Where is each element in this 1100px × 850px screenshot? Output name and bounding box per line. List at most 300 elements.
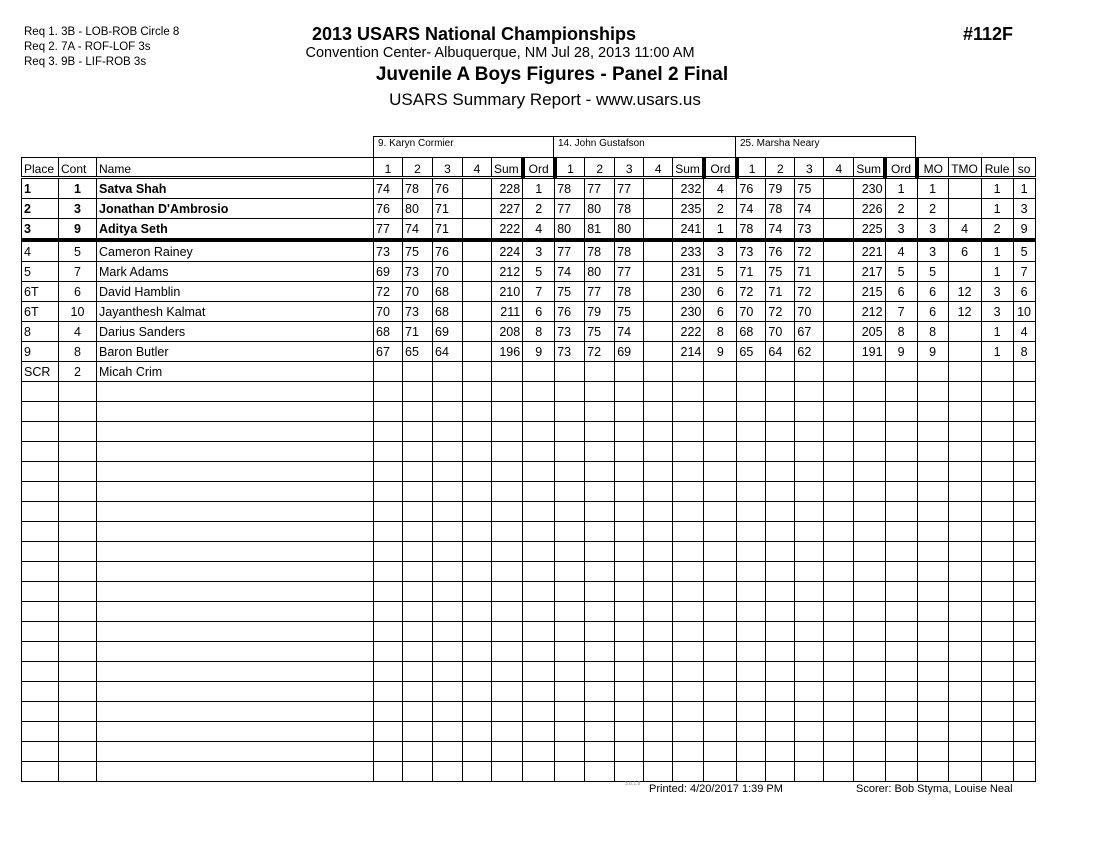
empty-cell bbox=[585, 522, 615, 542]
empty-cell bbox=[97, 462, 374, 482]
empty-row bbox=[22, 382, 1036, 402]
j2-figure-2: 77 bbox=[585, 282, 615, 302]
j1-figure-1: 76 bbox=[374, 199, 403, 219]
j1-figure-3: 71 bbox=[433, 219, 463, 241]
j3-sum: 205 bbox=[854, 322, 885, 342]
empty-cell bbox=[585, 582, 615, 602]
empty-cell bbox=[673, 662, 704, 682]
j2-figure-2 bbox=[585, 362, 615, 382]
empty-cell bbox=[403, 662, 433, 682]
empty-cell bbox=[59, 622, 97, 642]
empty-cell bbox=[492, 562, 523, 582]
rule-cell: 3 bbox=[981, 302, 1013, 322]
empty-cell bbox=[981, 722, 1013, 742]
cont-cell: 9 bbox=[59, 219, 97, 241]
tmo-cell bbox=[948, 199, 981, 219]
empty-cell bbox=[824, 602, 854, 622]
so-cell: 10 bbox=[1013, 302, 1035, 322]
empty-cell bbox=[585, 722, 615, 742]
empty-cell bbox=[704, 562, 737, 582]
empty-cell bbox=[555, 662, 585, 682]
empty-cell bbox=[854, 602, 885, 622]
empty-cell bbox=[523, 722, 555, 742]
empty-cell bbox=[1013, 682, 1035, 702]
j2-figure-2: 78 bbox=[585, 240, 615, 262]
j3-figure-2: 70 bbox=[766, 322, 795, 342]
empty-cell bbox=[948, 742, 981, 762]
empty-cell bbox=[97, 702, 374, 722]
empty-cell bbox=[585, 762, 615, 782]
empty-cell bbox=[795, 682, 824, 702]
empty-cell bbox=[1013, 582, 1035, 602]
empty-cell bbox=[885, 622, 917, 642]
empty-cell bbox=[374, 462, 403, 482]
empty-cell bbox=[22, 522, 59, 542]
j1-figure-3: 76 bbox=[433, 178, 463, 199]
empty-cell bbox=[766, 722, 795, 742]
empty-cell bbox=[824, 422, 854, 442]
j3-figure-4 bbox=[824, 219, 854, 241]
j2-figure-3: 78 bbox=[615, 282, 644, 302]
empty-cell bbox=[673, 482, 704, 502]
empty-cell bbox=[374, 722, 403, 742]
empty-cell bbox=[463, 722, 492, 742]
j1-sum bbox=[492, 362, 523, 382]
empty-cell bbox=[644, 502, 673, 522]
j1-ordinal: 5 bbox=[523, 262, 555, 282]
empty-cell bbox=[737, 742, 766, 762]
empty-cell bbox=[673, 402, 704, 422]
empty-cell bbox=[523, 402, 555, 422]
empty-cell bbox=[917, 502, 948, 522]
j2-figure-4 bbox=[644, 219, 673, 241]
j1-figure-1: 77 bbox=[374, 219, 403, 241]
empty-cell bbox=[59, 442, 97, 462]
j1-figure-3: 64 bbox=[433, 342, 463, 362]
judge-2-header: 14. John Gustafson bbox=[553, 136, 736, 157]
empty-cell bbox=[737, 402, 766, 422]
empty-row bbox=[22, 722, 1036, 742]
empty-cell bbox=[22, 682, 59, 702]
empty-cell bbox=[824, 622, 854, 642]
empty-cell bbox=[615, 542, 644, 562]
empty-cell bbox=[673, 702, 704, 722]
j3-figure-2: 76 bbox=[766, 240, 795, 262]
empty-cell bbox=[885, 762, 917, 782]
empty-cell bbox=[824, 702, 854, 722]
j1-figure-1: 69 bbox=[374, 262, 403, 282]
empty-cell bbox=[948, 682, 981, 702]
skater-name: Cameron Rainey bbox=[97, 240, 374, 262]
empty-cell bbox=[673, 582, 704, 602]
empty-cell bbox=[644, 602, 673, 622]
empty-cell bbox=[1013, 662, 1035, 682]
mo-cell: 6 bbox=[917, 302, 948, 322]
empty-cell bbox=[615, 422, 644, 442]
j1-figure-3: 70 bbox=[433, 262, 463, 282]
empty-cell bbox=[1013, 562, 1035, 582]
j2-figure-4 bbox=[644, 362, 673, 382]
empty-cell bbox=[555, 562, 585, 582]
place-cell: 2 bbox=[22, 199, 59, 219]
empty-cell bbox=[673, 442, 704, 462]
empty-cell bbox=[854, 662, 885, 682]
col-j1-f1: 1 bbox=[374, 158, 403, 178]
j2-ordinal: 6 bbox=[704, 302, 737, 322]
empty-cell bbox=[615, 742, 644, 762]
empty-cell bbox=[492, 442, 523, 462]
empty-cell bbox=[854, 482, 885, 502]
j1-sum: 228 bbox=[492, 178, 523, 199]
j1-figure-1 bbox=[374, 362, 403, 382]
empty-cell bbox=[463, 622, 492, 642]
j3-figure-3: 71 bbox=[795, 262, 824, 282]
empty-cell bbox=[615, 462, 644, 482]
j3-sum bbox=[854, 362, 885, 382]
empty-cell bbox=[403, 422, 433, 442]
empty-cell bbox=[523, 562, 555, 582]
empty-cell bbox=[885, 662, 917, 682]
j2-ordinal: 1 bbox=[704, 219, 737, 241]
j3-figure-4 bbox=[824, 302, 854, 322]
empty-cell bbox=[824, 402, 854, 422]
empty-cell bbox=[585, 462, 615, 482]
j3-sum: 225 bbox=[854, 219, 885, 241]
empty-cell bbox=[492, 662, 523, 682]
empty-cell bbox=[981, 522, 1013, 542]
empty-cell bbox=[555, 542, 585, 562]
skater-name: Baron Butler bbox=[97, 342, 374, 362]
empty-cell bbox=[463, 502, 492, 522]
empty-cell bbox=[737, 522, 766, 542]
j3-sum: 212 bbox=[854, 302, 885, 322]
empty-cell bbox=[854, 562, 885, 582]
j1-figure-4 bbox=[463, 322, 492, 342]
empty-cell bbox=[948, 382, 981, 402]
empty-cell bbox=[917, 662, 948, 682]
empty-cell bbox=[492, 682, 523, 702]
empty-row bbox=[22, 522, 1036, 542]
col-j1-f2: 2 bbox=[403, 158, 433, 178]
j3-figure-4 bbox=[824, 322, 854, 342]
empty-cell bbox=[673, 382, 704, 402]
empty-cell bbox=[737, 622, 766, 642]
empty-cell bbox=[795, 562, 824, 582]
empty-cell bbox=[59, 542, 97, 562]
empty-cell bbox=[948, 482, 981, 502]
empty-cell bbox=[403, 542, 433, 562]
so-cell bbox=[1013, 362, 1035, 382]
empty-cell bbox=[1013, 422, 1035, 442]
j3-ordinal: 9 bbox=[885, 342, 917, 362]
empty-cell bbox=[22, 602, 59, 622]
empty-cell bbox=[854, 642, 885, 662]
empty-cell bbox=[555, 742, 585, 762]
j2-sum: 235 bbox=[673, 199, 704, 219]
empty-cell bbox=[737, 602, 766, 622]
empty-cell bbox=[917, 742, 948, 762]
j2-figure-1: 73 bbox=[555, 342, 585, 362]
empty-cell bbox=[766, 502, 795, 522]
empty-cell bbox=[948, 622, 981, 642]
empty-cell bbox=[737, 442, 766, 462]
j3-figure-1: 73 bbox=[737, 240, 766, 262]
empty-cell bbox=[492, 382, 523, 402]
empty-cell bbox=[885, 442, 917, 462]
empty-cell bbox=[824, 762, 854, 782]
empty-cell bbox=[523, 642, 555, 662]
mo-cell: 2 bbox=[917, 199, 948, 219]
empty-cell bbox=[854, 502, 885, 522]
empty-cell bbox=[917, 562, 948, 582]
empty-cell bbox=[917, 622, 948, 642]
empty-cell bbox=[766, 522, 795, 542]
empty-cell bbox=[766, 562, 795, 582]
empty-cell bbox=[59, 742, 97, 762]
j2-figure-3: 80 bbox=[615, 219, 644, 241]
mo-cell bbox=[917, 362, 948, 382]
empty-cell bbox=[523, 502, 555, 522]
skater-name: Jonathan D'Ambrosio bbox=[97, 199, 374, 219]
mo-cell: 3 bbox=[917, 240, 948, 262]
empty-cell bbox=[1013, 442, 1035, 462]
rule-cell: 1 bbox=[981, 240, 1013, 262]
table-row bbox=[22, 322, 1036, 342]
empty-cell bbox=[615, 522, 644, 542]
empty-row bbox=[22, 682, 1036, 702]
j2-figure-3: 78 bbox=[615, 240, 644, 262]
place-cell: 8 bbox=[22, 322, 59, 342]
empty-cell bbox=[433, 742, 463, 762]
empty-cell bbox=[59, 462, 97, 482]
empty-cell bbox=[766, 582, 795, 602]
j3-figure-3: 75 bbox=[795, 178, 824, 199]
empty-cell bbox=[433, 582, 463, 602]
empty-cell bbox=[492, 402, 523, 422]
j2-figure-1: 73 bbox=[555, 322, 585, 342]
j3-figure-1: 76 bbox=[737, 178, 766, 199]
empty-cell bbox=[433, 462, 463, 482]
empty-cell bbox=[492, 502, 523, 522]
empty-cell bbox=[917, 542, 948, 562]
empty-cell bbox=[644, 462, 673, 482]
empty-cell bbox=[704, 602, 737, 622]
empty-cell bbox=[644, 562, 673, 582]
empty-cell bbox=[463, 402, 492, 422]
skater-name: Micah Crim bbox=[97, 362, 374, 382]
empty-cell bbox=[704, 482, 737, 502]
j3-ordinal: 5 bbox=[885, 262, 917, 282]
empty-cell bbox=[737, 702, 766, 722]
empty-cell bbox=[644, 722, 673, 742]
empty-cell bbox=[824, 382, 854, 402]
j3-figure-1: 68 bbox=[737, 322, 766, 342]
skater-name: Jayanthesh Kalmat bbox=[97, 302, 374, 322]
empty-cell bbox=[917, 582, 948, 602]
place-cell: 6T bbox=[22, 282, 59, 302]
empty-cell bbox=[615, 482, 644, 502]
empty-cell bbox=[615, 762, 644, 782]
j3-figure-4 bbox=[824, 262, 854, 282]
empty-cell bbox=[795, 522, 824, 542]
empty-cell bbox=[374, 422, 403, 442]
empty-row bbox=[22, 462, 1036, 482]
empty-cell bbox=[433, 662, 463, 682]
j2-figure-1: 74 bbox=[555, 262, 585, 282]
empty-cell bbox=[59, 682, 97, 702]
j1-figure-1: 70 bbox=[374, 302, 403, 322]
empty-row bbox=[22, 702, 1036, 722]
empty-cell bbox=[22, 662, 59, 682]
empty-cell bbox=[644, 702, 673, 722]
empty-cell bbox=[374, 642, 403, 662]
empty-cell bbox=[948, 502, 981, 522]
empty-cell bbox=[555, 582, 585, 602]
empty-cell bbox=[824, 642, 854, 662]
empty-cell bbox=[885, 562, 917, 582]
empty-row bbox=[22, 762, 1036, 782]
j3-figure-3: 62 bbox=[795, 342, 824, 362]
j3-figure-4 bbox=[824, 199, 854, 219]
empty-cell bbox=[766, 542, 795, 562]
empty-cell bbox=[403, 742, 433, 762]
empty-cell bbox=[59, 562, 97, 582]
j2-figure-4 bbox=[644, 322, 673, 342]
place-cell: 4 bbox=[22, 240, 59, 262]
empty-cell bbox=[854, 702, 885, 722]
empty-cell bbox=[981, 622, 1013, 642]
mo-cell: 5 bbox=[917, 262, 948, 282]
col-j3-ord: Ord bbox=[885, 158, 917, 178]
empty-cell bbox=[644, 662, 673, 682]
j3-sum: 221 bbox=[854, 240, 885, 262]
empty-cell bbox=[981, 562, 1013, 582]
col-name: Name bbox=[97, 158, 374, 178]
empty-cell bbox=[795, 462, 824, 482]
j2-sum: 230 bbox=[673, 282, 704, 302]
j2-figure-4 bbox=[644, 282, 673, 302]
empty-cell bbox=[981, 502, 1013, 522]
empty-cell bbox=[737, 722, 766, 742]
j2-ordinal: 8 bbox=[704, 322, 737, 342]
empty-cell bbox=[97, 562, 374, 582]
empty-cell bbox=[854, 402, 885, 422]
empty-cell bbox=[1013, 542, 1035, 562]
j3-ordinal: 1 bbox=[885, 178, 917, 199]
j2-figure-1: 75 bbox=[555, 282, 585, 302]
j1-figure-2: 70 bbox=[403, 282, 433, 302]
empty-cell bbox=[737, 382, 766, 402]
empty-cell bbox=[555, 522, 585, 542]
empty-cell bbox=[948, 642, 981, 662]
empty-cell bbox=[585, 502, 615, 522]
empty-cell bbox=[704, 502, 737, 522]
tmo-cell bbox=[948, 322, 981, 342]
so-cell: 7 bbox=[1013, 262, 1035, 282]
empty-cell bbox=[1013, 502, 1035, 522]
empty-cell bbox=[854, 442, 885, 462]
empty-cell bbox=[981, 442, 1013, 462]
empty-cell bbox=[704, 682, 737, 702]
empty-cell bbox=[824, 722, 854, 742]
empty-cell bbox=[463, 522, 492, 542]
empty-cell bbox=[615, 622, 644, 642]
empty-cell bbox=[917, 482, 948, 502]
empty-cell bbox=[433, 722, 463, 742]
empty-cell bbox=[948, 442, 981, 462]
empty-cell bbox=[981, 742, 1013, 762]
empty-cell bbox=[615, 562, 644, 582]
empty-cell bbox=[22, 462, 59, 482]
empty-cell bbox=[917, 522, 948, 542]
j3-figure-4 bbox=[824, 342, 854, 362]
empty-cell bbox=[22, 422, 59, 442]
empty-row bbox=[22, 562, 1036, 582]
empty-cell bbox=[766, 402, 795, 422]
j1-figure-4 bbox=[463, 282, 492, 302]
requirement-2: Req 2. 7A - ROF-LOF 3s bbox=[24, 41, 151, 53]
empty-cell bbox=[59, 522, 97, 542]
tmo-cell: 12 bbox=[948, 302, 981, 322]
j3-figure-2: 64 bbox=[766, 342, 795, 362]
empty-cell bbox=[615, 502, 644, 522]
empty-cell bbox=[854, 542, 885, 562]
j3-ordinal: 2 bbox=[885, 199, 917, 219]
empty-cell bbox=[885, 642, 917, 662]
j1-ordinal: 3 bbox=[523, 240, 555, 262]
empty-cell bbox=[463, 762, 492, 782]
empty-cell bbox=[981, 482, 1013, 502]
empty-cell bbox=[981, 602, 1013, 622]
empty-cell bbox=[22, 502, 59, 522]
empty-cell bbox=[403, 702, 433, 722]
empty-cell bbox=[492, 542, 523, 562]
empty-cell bbox=[1013, 522, 1035, 542]
j1-figure-4 bbox=[463, 199, 492, 219]
empty-cell bbox=[22, 582, 59, 602]
empty-cell bbox=[917, 762, 948, 782]
judge-1-header: 9. Karyn Cormier bbox=[373, 136, 554, 157]
empty-cell bbox=[704, 462, 737, 482]
j2-figure-3: 69 bbox=[615, 342, 644, 362]
j1-ordinal: 8 bbox=[523, 322, 555, 342]
j1-figure-4 bbox=[463, 262, 492, 282]
table-row bbox=[22, 362, 1036, 382]
empty-cell bbox=[492, 722, 523, 742]
rule-cell: 1 bbox=[981, 322, 1013, 342]
empty-cell bbox=[704, 722, 737, 742]
empty-cell bbox=[737, 502, 766, 522]
empty-cell bbox=[97, 542, 374, 562]
place-cell: 6T bbox=[22, 302, 59, 322]
empty-cell bbox=[644, 522, 673, 542]
j2-figure-3: 77 bbox=[615, 178, 644, 199]
empty-cell bbox=[673, 642, 704, 662]
j2-figure-2: 79 bbox=[585, 302, 615, 322]
col-j3-f1: 1 bbox=[737, 158, 766, 178]
empty-cell bbox=[854, 462, 885, 482]
j2-sum: 222 bbox=[673, 322, 704, 342]
empty-cell bbox=[97, 382, 374, 402]
j2-figure-2: 77 bbox=[585, 178, 615, 199]
empty-cell bbox=[492, 522, 523, 542]
j3-figure-1: 70 bbox=[737, 302, 766, 322]
empty-cell bbox=[917, 682, 948, 702]
j1-sum: 227 bbox=[492, 199, 523, 219]
empty-cell bbox=[403, 682, 433, 702]
cont-cell: 10 bbox=[59, 302, 97, 322]
j2-figure-3: 74 bbox=[615, 322, 644, 342]
